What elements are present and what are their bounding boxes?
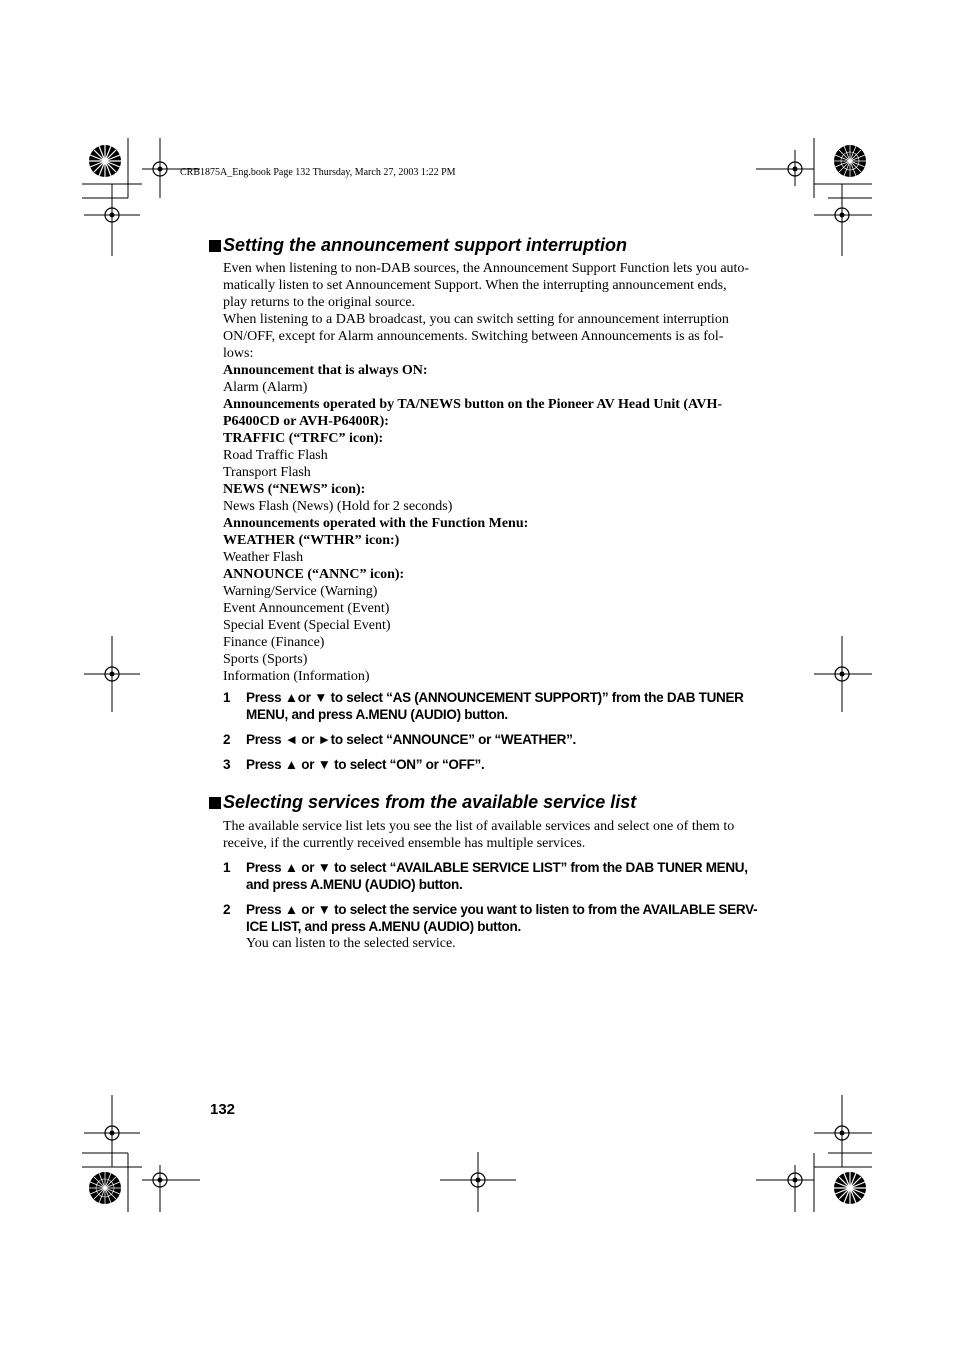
announcement-list-line: Warning/Service (Warning) — [223, 584, 378, 599]
intro-line: When listening to a DAB broadcast, you can switch setting for announcement interruption — [223, 312, 729, 327]
announcement-list-line: Special Event (Special Event) — [223, 618, 391, 633]
announcement-list — [223, 362, 768, 685]
intro-line: matically listen to set Announcement Support. When the interrupting announcement ends, — [223, 278, 727, 293]
announcement-list-line: WEATHER (“WTHR” icon:) — [223, 533, 400, 548]
intro-line: play returns to the original source. — [223, 295, 416, 310]
step-number: 2 — [223, 902, 231, 917]
intro-line: receive, if the currently received ensemble has multiple services. — [223, 836, 586, 851]
announcement-list-line: P6400CD or AVH-P6400R): — [223, 414, 389, 429]
section2-intro — [223, 818, 768, 852]
step-text: ICE LIST, and press A.MENU (AUDIO) button. — [246, 919, 521, 934]
intro-line: ON/OFF, except for Alarm announcements. Switching between Announcements is as fol- — [223, 329, 724, 344]
step-number: 1 — [223, 690, 231, 705]
step-text: Press ▲ or ▼ to select “ON” or “OFF”. — [246, 757, 485, 772]
announcement-list-line: Road Traffic Flash — [223, 448, 328, 463]
step-item — [223, 756, 763, 773]
step-note: You can listen to the selected service. — [246, 936, 456, 951]
bullet-square-icon — [209, 797, 221, 809]
step-number: 3 — [223, 757, 231, 772]
announcement-list-line: Announcements operated with the Function Menu: — [223, 516, 529, 531]
step-number: 2 — [223, 732, 231, 747]
bullet-square-icon — [209, 240, 221, 252]
page-number: 132 — [210, 1101, 236, 1118]
starburst-target-bottom-right — [834, 1172, 866, 1204]
step-item — [223, 731, 763, 748]
step-text: Press ▲ or ▼ to select “AVAILABLE SERVICE LIST” from the DAB TUNER MENU, — [246, 860, 748, 875]
announcement-list-line: News Flash (News) (Hold for 2 seconds) — [223, 499, 453, 514]
section-title-text: Selecting services from the available service list — [223, 792, 637, 812]
intro-line: Even when listening to non-DAB sources, the Announcement Support Function lets you auto- — [223, 261, 750, 276]
step-text: Press ◄ or ►to select “ANNOUNCE” or “WEATHER”. — [246, 732, 576, 747]
section-title-text: Setting the announcement support interruption — [223, 235, 627, 255]
announcement-list-line: Event Announcement (Event) — [223, 601, 390, 616]
announcement-list-line: Alarm (Alarm) — [223, 380, 308, 395]
announcement-list-line: Finance (Finance) — [223, 635, 325, 650]
announcement-list-line: Announcements operated by TA/NEWS button on the Pioneer AV Head Unit (AVH- — [223, 397, 723, 412]
step-number: 1 — [223, 860, 231, 875]
announcement-list-line: Information (Information) — [223, 669, 370, 684]
announcement-list-line: Transport Flash — [223, 465, 311, 480]
section1-intro — [223, 260, 768, 362]
announcement-list-line: NEWS (“NEWS” icon): — [223, 482, 366, 497]
announcement-list-line: ANNOUNCE (“ANNC” icon): — [223, 567, 405, 582]
intro-line: lows: — [223, 346, 254, 361]
starburst-target-top-right — [834, 145, 866, 177]
section-title-service-list — [209, 791, 636, 813]
step-item — [223, 689, 763, 723]
step-item — [223, 901, 763, 952]
step-text: and press A.MENU (AUDIO) button. — [246, 877, 463, 892]
section-title-announcement — [209, 234, 627, 256]
announcement-list-line: Announcement that is always ON: — [223, 363, 428, 378]
starburst-target-bottom-left — [89, 1172, 121, 1204]
step-text: Press ▲ or ▼ to select the service you want to listen to from the AVAILABLE SERV- — [246, 902, 758, 917]
announcement-list-line: Sports (Sports) — [223, 652, 308, 667]
step-text: Press ▲or ▼ to select “AS (ANNOUNCEMENT SUPPORT)” from the DAB TUNER — [246, 690, 744, 705]
starburst-target-top-left — [89, 145, 121, 177]
intro-line: The available service list lets you see the list of available services and select one of them to — [223, 819, 735, 834]
step-text: MENU, and press A.MENU (AUDIO) button. — [246, 707, 508, 722]
file-info-header: CRB1875A_Eng.book Page 132 Thursday, March 27, 2003 1:22 PM — [180, 167, 456, 178]
announcement-list-line: Weather Flash — [223, 550, 304, 565]
announcement-list-line: TRAFFIC (“TRFC” icon): — [223, 431, 384, 446]
step-item — [223, 859, 763, 893]
